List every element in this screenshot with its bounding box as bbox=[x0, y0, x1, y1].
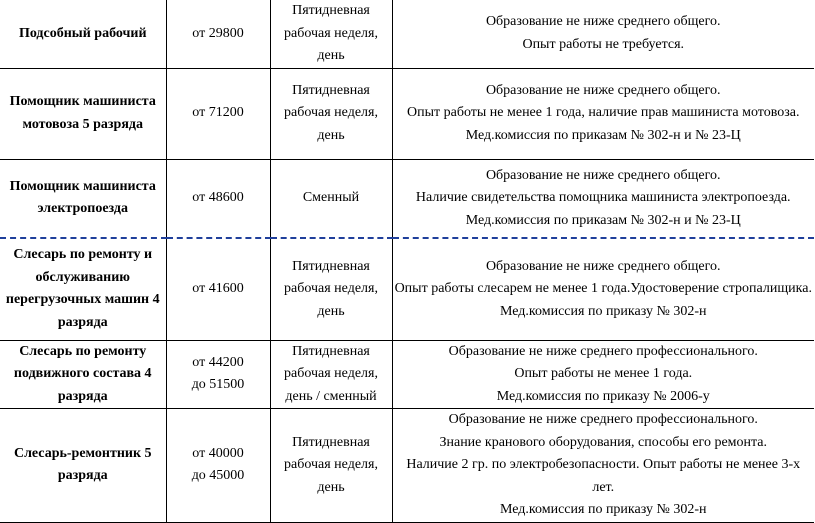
salary-cell bbox=[166, 68, 270, 159]
table-row bbox=[0, 0, 814, 68]
requirement-line: Образование не ниже среднего профессионального. bbox=[448, 412, 758, 427]
salary-to: до 51500 bbox=[191, 377, 245, 393]
table-row bbox=[0, 68, 814, 159]
requirement-line: Опыт работы не менее 1 года, наличие прав машиниста мотовоза. bbox=[406, 105, 800, 121]
table-row bbox=[0, 340, 814, 409]
salary-cell bbox=[166, 340, 270, 409]
requirement-line: Мед.комиссия по приказам № 302-н и № 23-Ц bbox=[465, 127, 741, 143]
job-title: Подсобный рабочий bbox=[0, 0, 166, 68]
salary-from: от 40000 bbox=[192, 445, 244, 461]
requirement-line: Мед.комиссия по приказам № 302-н и № 23-Ц bbox=[465, 212, 741, 228]
salary-from: от 71200 bbox=[192, 105, 244, 121]
job-title: Слесарь по ремонту и обслуживанию перегрузочных машин 4 разряда bbox=[0, 238, 166, 340]
requirement-line: Наличие 2 гр. по электробезопасности. Опыт работы не менее 3-х лет. bbox=[406, 457, 801, 495]
table-row bbox=[0, 238, 814, 340]
requirements-cell bbox=[392, 340, 814, 409]
requirements-cell bbox=[392, 0, 814, 68]
schedule-cell: Пятидневная рабочая неделя, день bbox=[270, 409, 392, 523]
requirements-cell bbox=[392, 68, 814, 159]
table-row bbox=[0, 159, 814, 238]
schedule-cell: Пятидневная рабочая неделя, день bbox=[270, 238, 392, 340]
requirement-line: Образование не ниже среднего общего. bbox=[485, 167, 721, 183]
job-title: Слесарь-ремонтник 5 разряда bbox=[0, 409, 166, 523]
requirement-line: Образование не ниже среднего общего. bbox=[485, 82, 721, 98]
salary-cell bbox=[166, 0, 270, 68]
salary-to: до 45000 bbox=[191, 468, 245, 484]
job-title: Слесарь по ремонту подвижного состава 4 разряда bbox=[0, 340, 166, 409]
requirements-cell bbox=[392, 409, 814, 523]
requirement-line: Знание кранового оборудования, способы его ремонта. bbox=[439, 434, 768, 450]
job-title: Помощник машиниста электропоезда bbox=[0, 159, 166, 238]
requirement-line: Наличие свидетельства помощника машиниста электропоезда. bbox=[415, 190, 791, 205]
salary-from: от 44200 bbox=[192, 354, 244, 370]
requirement-line: Опыт работы не требуется. bbox=[522, 36, 685, 52]
schedule-cell: Пятидневная рабочая неделя, день bbox=[270, 0, 392, 68]
requirement-line: Мед.комиссия по приказу № 302-н bbox=[500, 303, 707, 319]
requirement-line: Образование не ниже среднего общего. bbox=[485, 14, 721, 30]
table-row bbox=[0, 409, 814, 523]
salary-cell bbox=[166, 409, 270, 523]
requirement-line: Образование не ниже среднего общего. bbox=[485, 258, 721, 274]
requirement-line: Опыт работы слесарем не менее 1 года.Удостоверение стропалищика. bbox=[394, 281, 812, 296]
requirement-line: Мед.комиссия по приказу № 302-н bbox=[500, 502, 707, 517]
schedule-cell: Сменный bbox=[270, 159, 392, 238]
salary-cell bbox=[166, 159, 270, 238]
requirement-line: Образование не ниже среднего профессионального. bbox=[448, 343, 758, 359]
requirements-cell bbox=[392, 238, 814, 340]
salary-from: от 41600 bbox=[192, 281, 244, 296]
schedule-cell: Пятидневная рабочая неделя, день bbox=[270, 68, 392, 159]
schedule-cell: Пятидневная рабочая неделя, день / сменный bbox=[270, 340, 392, 409]
salary-from: от 48600 bbox=[192, 190, 244, 205]
salary-cell bbox=[166, 238, 270, 340]
job-title: Помощник машиниста мотовоза 5 разряда bbox=[0, 68, 166, 159]
requirements-cell bbox=[392, 159, 814, 238]
requirement-line: Опыт работы не менее 1 года. bbox=[514, 366, 693, 381]
requirement-line: Мед.комиссия по приказу № 2006-у bbox=[496, 388, 710, 404]
salary-from: от 29800 bbox=[192, 25, 244, 41]
